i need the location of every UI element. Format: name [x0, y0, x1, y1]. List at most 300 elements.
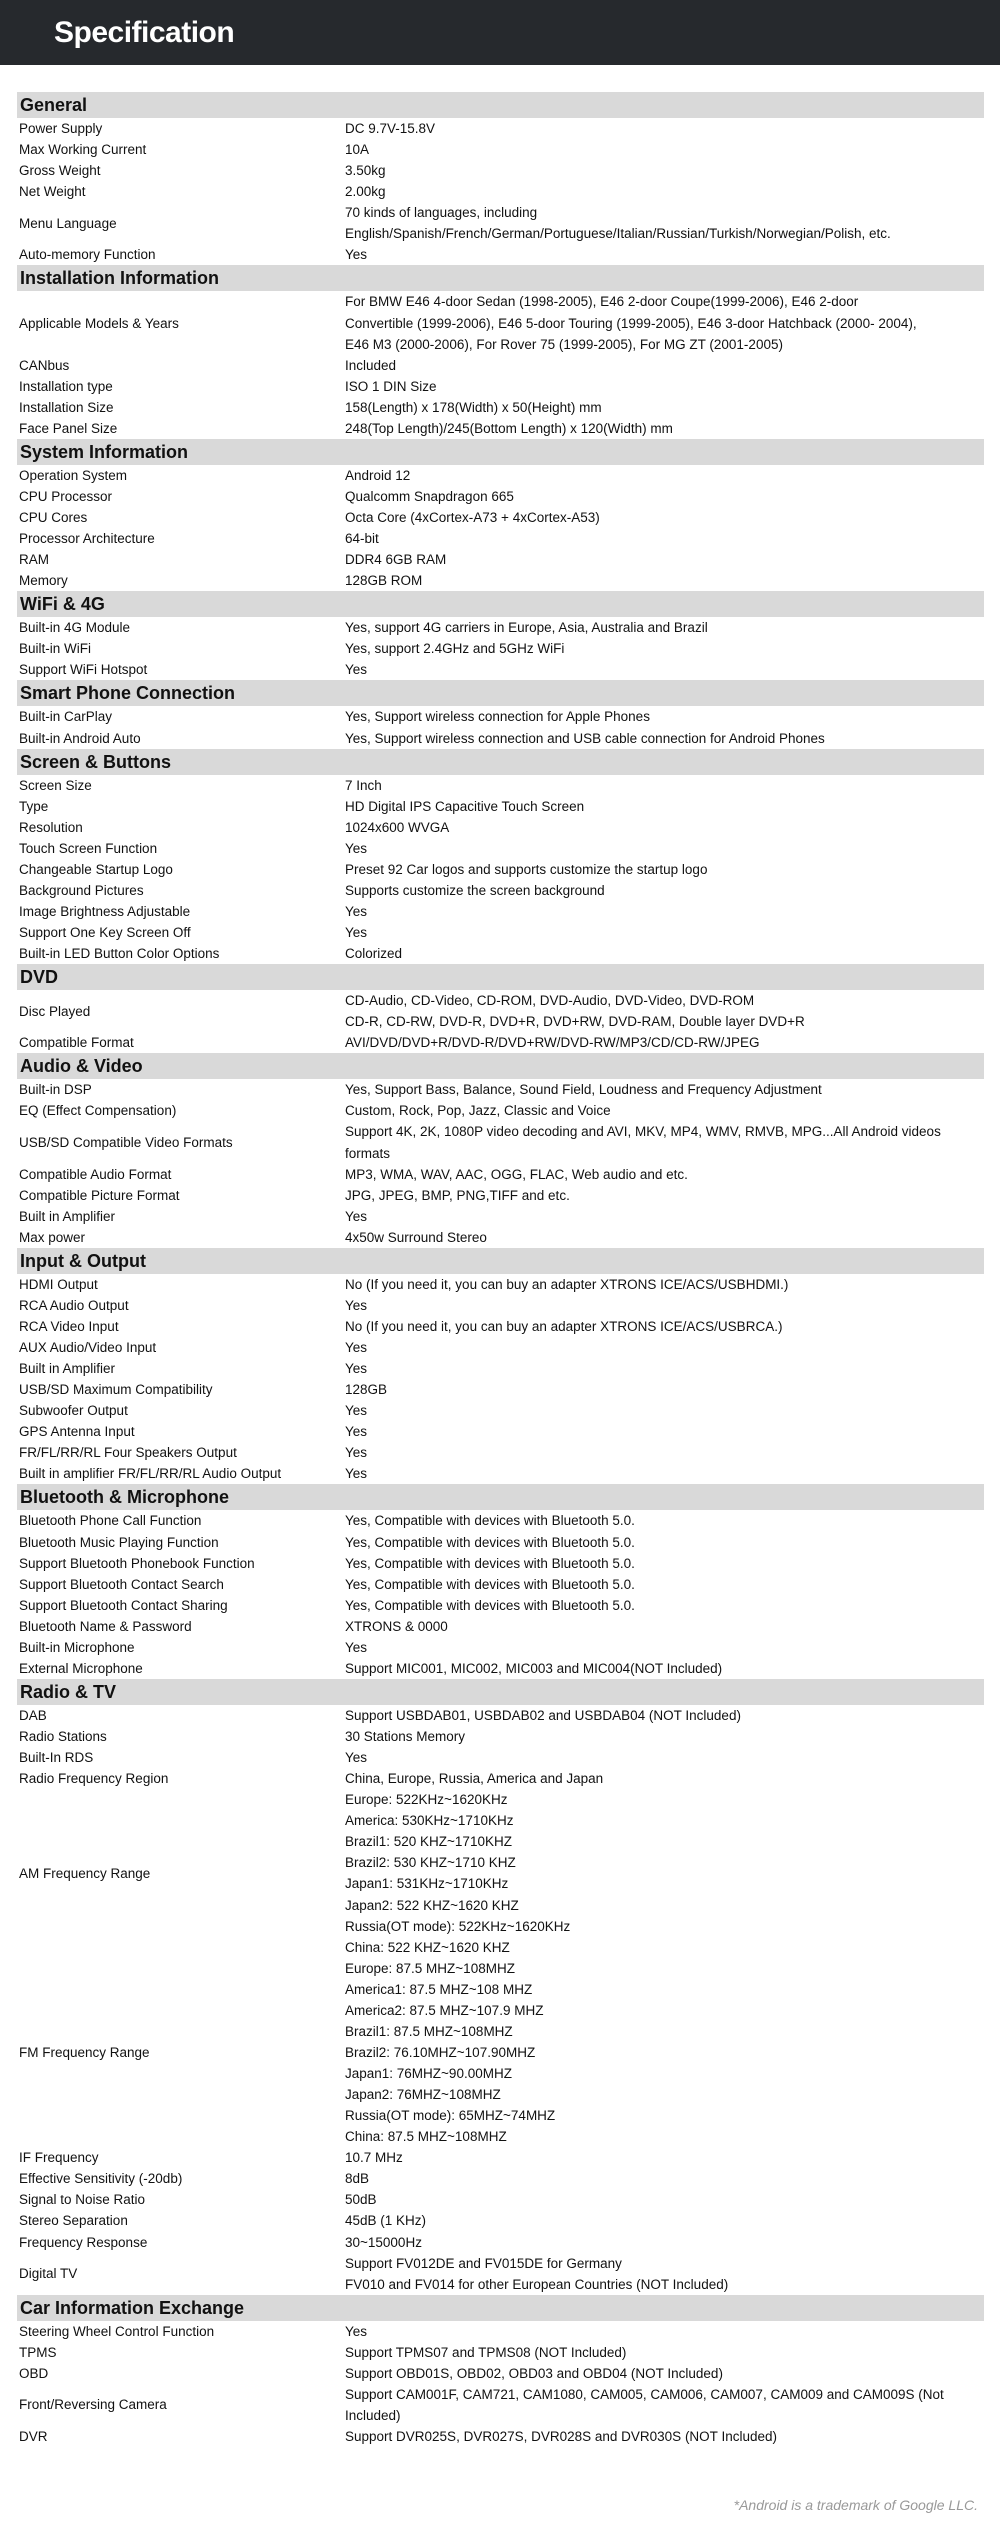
spec-row	[17, 728, 984, 749]
spec-row	[17, 2342, 984, 2363]
spec-row	[17, 1553, 984, 1574]
spec-row	[17, 817, 984, 838]
spec-label: Processor Architecture	[19, 531, 155, 547]
spec-value-line: ISO 1 DIN Size	[345, 378, 437, 394]
spec-value-line: Brazil2: 530 KHZ~1710 KHZ	[345, 1855, 516, 1871]
spec-value-line: Brazil2: 76.10MHZ~107.90MHZ	[345, 2044, 536, 2060]
spec-label: Radio Stations	[19, 1729, 107, 1744]
spec-value-line: Yes	[345, 1639, 368, 1655]
spec-row	[17, 376, 984, 397]
spec-row	[17, 1574, 984, 1595]
spec-row	[17, 1100, 984, 1121]
spec-row	[17, 202, 984, 244]
section-radio-tv	[17, 1679, 984, 2295]
spec-value-line: Yes, Support Bass, Balance, Sound Field, Loudness and Frequency Adjustment	[345, 1082, 822, 1098]
spec-label: Steering Wheel Control Function	[19, 2323, 215, 2339]
spec-label: Built-In RDS	[19, 1750, 94, 1766]
spec-label: CPU Processor	[19, 488, 113, 504]
spec-row	[17, 901, 984, 922]
spec-row	[17, 1747, 984, 1768]
spec-value-line: Support USBDAB01, USBDAB02 and USBDAB04 (NOT Included)	[345, 1707, 741, 1723]
spec-value	[345, 160, 984, 181]
spec-row	[17, 1032, 984, 1053]
spec-row	[17, 1789, 984, 1958]
spec-value-line: JPG, JPEG, BMP, PNG,TIFF and etc.	[345, 1187, 570, 1203]
spec-value-line: Yes, Support wireless connection and USB cable connection for Android Phones	[345, 730, 825, 746]
spec-value-line: Japan1: 76MHZ~90.00MHZ	[345, 2066, 512, 2081]
spec-label: Frequency Response	[19, 2234, 148, 2250]
spec-label: Signal to Noise Ratio	[19, 2192, 146, 2208]
spec-row	[17, 1705, 984, 1726]
section-title: Radio & TV	[17, 1679, 984, 1705]
spec-value-line: 3.50kg	[345, 163, 386, 179]
spec-value-line: Europe: 522KHz~1620KHz	[345, 1792, 508, 1808]
spec-label: Compatible Picture Format	[19, 1187, 180, 1203]
spec-value-line: Yes	[345, 1750, 368, 1766]
spec-row	[17, 1637, 984, 1658]
spec-value-line: DDR4 6GB RAM	[345, 552, 447, 568]
section-dvd	[17, 964, 984, 1053]
spec-value	[345, 901, 984, 922]
spec-value	[345, 1574, 984, 1595]
section-title: Bluetooth & Microphone	[17, 1484, 984, 1510]
spec-label: Applicable Models & Years	[19, 315, 179, 331]
spec-value-line: No (If you need it, you can buy an adapter XTRONS ICE/ACS/USBRCA.)	[345, 1318, 783, 1334]
spec-value-line: Brazil1: 520 KHZ~1710KHZ	[345, 1834, 512, 1850]
spec-value	[345, 2363, 984, 2384]
spec-value-line: Custom, Rock, Pop, Jazz, Classic and Voice	[345, 1103, 611, 1119]
spec-row	[17, 638, 984, 659]
spec-value-line: Yes	[345, 1424, 368, 1440]
spec-value-line: Yes, Compatible with devices with Bluetooth 5.0.	[345, 1597, 635, 1613]
spec-label: Compatible Format	[19, 1035, 134, 1051]
spec-value-line: Support OBD01S, OBD02, OBD03 and OBD04 (NOT Included)	[345, 2365, 723, 2381]
spec-value	[345, 796, 984, 817]
section-system-information	[17, 439, 984, 591]
spec-value-line: Convertible (1999-2006), E46 5-door Touring (1999-2005), E46 3-door Hatchback (2000- 2004),	[345, 315, 917, 331]
spec-value	[345, 291, 984, 354]
spec-value	[345, 1463, 984, 1484]
spec-row	[17, 2363, 984, 2384]
spec-value	[345, 1079, 984, 1100]
spec-value	[345, 397, 984, 418]
spec-label: Max power	[19, 1229, 86, 1245]
spec-row	[17, 570, 984, 591]
section-title: System Information	[17, 439, 984, 465]
spec-value-line: 30~15000Hz	[345, 2234, 422, 2250]
spec-value-line: Yes, Compatible with devices with Bluetooth 5.0.	[345, 1576, 635, 1592]
spec-value	[345, 528, 984, 549]
spec-value-line: Yes	[345, 903, 368, 919]
spec-row	[17, 1164, 984, 1185]
spec-label: DAB	[19, 1707, 47, 1723]
spec-row	[17, 859, 984, 880]
spec-value	[345, 418, 984, 439]
spec-value	[345, 1032, 984, 1053]
spec-row	[17, 1295, 984, 1316]
spec-label: USB/SD Maximum Compatibility	[19, 1382, 213, 1398]
spec-value-line: 64-bit	[345, 531, 379, 547]
spec-label: Radio Frequency Region	[19, 1771, 169, 1787]
spec-value	[345, 1295, 984, 1316]
spec-value-line: HD Digital IPS Capacitive Touch Screen	[345, 798, 585, 814]
spec-label: Face Panel Size	[19, 420, 118, 436]
spec-row	[17, 1442, 984, 1463]
spec-label: Disc Played	[19, 1003, 91, 1019]
spec-value-line: Support DVR025S, DVR027S, DVR028S and DVR030S (NOT Included)	[345, 2429, 777, 2444]
spec-value-line: 2.00kg	[345, 184, 386, 200]
spec-value-line: China: 522 KHZ~1620 KHZ	[345, 1939, 510, 1955]
spec-value	[345, 549, 984, 570]
spec-row	[17, 507, 984, 528]
section-title: Car Information Exchange	[17, 2295, 984, 2321]
spec-value-line: 10A	[345, 142, 370, 158]
spec-value	[345, 2210, 984, 2231]
spec-value-line: 4x50w Surround Stereo	[345, 1229, 487, 1245]
spec-label: Built-in Microphone	[19, 1639, 135, 1655]
spec-row	[17, 922, 984, 943]
spec-value	[345, 1400, 984, 1421]
spec-label: Support Bluetooth Contact Sharing	[19, 1597, 228, 1613]
spec-value	[345, 838, 984, 859]
spec-row	[17, 355, 984, 376]
spec-row	[17, 118, 984, 139]
spec-row	[17, 1206, 984, 1227]
spec-row	[17, 528, 984, 549]
spec-value	[345, 1206, 984, 1227]
spec-value	[345, 118, 984, 139]
spec-value-line: 70 kinds of languages, including	[345, 205, 538, 221]
spec-row	[17, 181, 984, 202]
spec-label: Installation type	[19, 378, 113, 394]
spec-label: Built-in LED Button Color Options	[19, 946, 220, 962]
spec-label: Resolution	[19, 819, 83, 835]
spec-label: Support One Key Screen Off	[19, 925, 191, 940]
spec-value-line: Yes, support 4G carriers in Europe, Asia, Australia and Brazil	[345, 620, 708, 636]
spec-value-line: Android 12	[345, 467, 411, 483]
spec-row	[17, 1185, 984, 1206]
spec-label: AUX Audio/Video Input	[19, 1340, 157, 1355]
spec-value	[345, 728, 984, 749]
spec-value-line: CD-R, CD-RW, DVD-R, DVD+R, DVD+RW, DVD-RAM, Double layer DVD+R	[345, 1014, 805, 1030]
section-title: Screen & Buttons	[17, 749, 984, 775]
spec-value	[345, 1768, 984, 1789]
spec-value	[345, 1553, 984, 1574]
spec-label: Bluetooth Name & Password	[19, 1618, 192, 1634]
spec-row	[17, 1616, 984, 1637]
spec-label: OBD	[19, 2365, 49, 2381]
spec-value-line: 158(Length) x 178(Width) x 50(Height) mm	[345, 399, 602, 415]
spec-value-line: 10.7 MHz	[345, 2150, 403, 2166]
section-general	[17, 92, 984, 265]
spec-value-line: Japan2: 522 KHZ~1620 KHZ	[345, 1897, 519, 1913]
spec-value-line: English/Spanish/French/German/Portuguese/Italian/Russian/Turkish/Norwegian/Polish, etc.	[345, 226, 891, 242]
spec-value-line: America2: 87.5 MHZ~107.9 MHZ	[345, 2002, 544, 2018]
spec-label: Image Brightness Adjustable	[19, 903, 191, 919]
spec-label: DVR	[19, 2429, 48, 2444]
spec-label: Auto-memory Function	[19, 247, 156, 263]
spec-row	[17, 1379, 984, 1400]
spec-value-line: FV010 and FV014 for other European Countries (NOT Included)	[345, 2276, 729, 2292]
spec-row	[17, 943, 984, 964]
spec-value	[345, 1789, 984, 1958]
spec-value	[345, 507, 984, 528]
spec-value	[345, 817, 984, 838]
spec-row	[17, 2253, 984, 2295]
spec-row	[17, 990, 984, 1032]
spec-row	[17, 160, 984, 181]
spec-value	[345, 1185, 984, 1206]
spec-row	[17, 418, 984, 439]
spec-row	[17, 291, 984, 354]
spec-value-line: Brazil1: 87.5 MHZ~108MHZ	[345, 2023, 513, 2039]
section-bluetooth-microphone	[17, 1484, 984, 1679]
spec-label: Operation System	[19, 467, 128, 483]
spec-value-line: 8dB	[345, 2171, 370, 2187]
spec-label: Screen Size	[19, 777, 92, 793]
spec-value	[345, 1747, 984, 1768]
spec-value	[345, 2147, 984, 2168]
spec-value	[345, 2384, 984, 2426]
spec-value	[345, 617, 984, 638]
spec-row	[17, 1958, 984, 2148]
section-screen-buttons	[17, 749, 984, 965]
spec-value-line: 50dB	[345, 2192, 377, 2208]
spec-value-line: Colorized	[345, 946, 403, 962]
spec-label: RCA Audio Output	[19, 1297, 129, 1313]
spec-value	[345, 181, 984, 202]
spec-value	[345, 1227, 984, 1248]
spec-value-line: XTRONS & 0000	[345, 1618, 448, 1634]
spec-value-line: Support MIC001, MIC002, MIC003 and MIC004(NOT Included)	[345, 1660, 723, 1676]
spec-label: FR/FL/RR/RL Four Speakers Output	[19, 1445, 237, 1461]
spec-label: Menu Language	[19, 215, 117, 231]
spec-label: Power Supply	[19, 121, 103, 136]
spec-row	[17, 1658, 984, 1679]
spec-label: CPU Cores	[19, 510, 88, 525]
spec-row	[17, 838, 984, 859]
spec-row	[17, 2189, 984, 2210]
spec-value	[345, 1595, 984, 1616]
spec-label: Touch Screen Function	[19, 840, 158, 856]
spec-value-line: Supports customize the screen background	[345, 882, 605, 898]
spec-row	[17, 1463, 984, 1484]
spec-value	[345, 2168, 984, 2189]
spec-label: TPMS	[19, 2344, 57, 2360]
spec-value-line: Yes	[345, 2323, 368, 2339]
spec-value-line: formats	[345, 1145, 391, 1161]
spec-value	[345, 1337, 984, 1358]
spec-label: Built in Amplifier	[19, 1208, 116, 1224]
spec-label: Built in amplifier FR/FL/RR/RL Audio Output	[19, 1466, 282, 1482]
spec-label: AM Frequency Range	[19, 1865, 151, 1881]
spec-row	[17, 880, 984, 901]
spec-value-line: Included	[345, 357, 397, 373]
spec-value	[345, 1100, 984, 1121]
spec-label: EQ (Effect Compensation)	[19, 1103, 177, 1119]
spec-label: GPS Antenna Input	[19, 1424, 135, 1440]
spec-value-line: Yes	[345, 247, 368, 263]
spec-value-line: MP3, WMA, WAV, AAC, OGG, FLAC, Web audio and etc.	[345, 1166, 688, 1182]
spec-value-line: Russia(OT mode): 65MHZ~74MHZ	[345, 2108, 556, 2124]
spec-value	[345, 880, 984, 901]
spec-value	[345, 376, 984, 397]
spec-label: Memory	[19, 573, 68, 589]
spec-value	[345, 1121, 984, 1163]
spec-label: Support Bluetooth Phonebook Function	[19, 1555, 255, 1571]
spec-value-line: No (If you need it, you can buy an adapter XTRONS ICE/ACS/USBHDMI.)	[345, 1276, 789, 1292]
spec-label: Built-in Android Auto	[19, 730, 141, 746]
spec-label: Bluetooth Music Playing Function	[19, 1534, 219, 1550]
spec-value	[345, 1532, 984, 1553]
spec-row	[17, 1358, 984, 1379]
spec-value-line: Included)	[345, 2407, 401, 2423]
spec-value	[345, 1705, 984, 1726]
spec-row	[17, 486, 984, 507]
spec-row	[17, 617, 984, 638]
spec-label: RAM	[19, 552, 49, 568]
section-title: DVD	[17, 964, 984, 990]
spec-label: Front/Reversing Camera	[19, 2397, 167, 2413]
spec-value-line: 45dB (1 KHz)	[345, 2213, 427, 2229]
section-title: Audio & Video	[17, 1053, 984, 1079]
spec-value-line: Yes	[345, 1297, 368, 1313]
spec-row	[17, 1726, 984, 1747]
section-title: Input & Output	[17, 1248, 984, 1274]
spec-value	[345, 638, 984, 659]
spec-value-line: China, Europe, Russia, America and Japan	[345, 1771, 604, 1787]
spec-value-line: Yes, support 2.4GHz and 5GHz WiFi	[345, 641, 565, 657]
section-wifi-4g	[17, 591, 984, 680]
spec-row	[17, 2384, 984, 2426]
specification-table	[17, 92, 984, 2447]
spec-row	[17, 1079, 984, 1100]
spec-label: Bluetooth Phone Call Function	[19, 1513, 202, 1529]
spec-value	[345, 2189, 984, 2210]
spec-row	[17, 1274, 984, 1295]
spec-value-line: Support FV012DE and FV015DE for Germany	[345, 2255, 622, 2271]
spec-value-line: E46 M3 (2000-2006), For Rover 75 (1999-2005), For MG ZT (2001-2005)	[345, 336, 783, 352]
spec-value-line: 248(Top Length)/245(Bottom Length) x 120(Width) mm	[345, 420, 673, 436]
section-car-information-exchange	[17, 2295, 984, 2447]
spec-value-line: AVI/DVD/DVD+R/DVD-R/DVD+RW/DVD-RW/MP3/CD/CD-RW/JPEG	[345, 1035, 760, 1051]
spec-row	[17, 796, 984, 817]
spec-label: Subwoofer Output	[19, 1403, 128, 1419]
spec-value	[345, 1358, 984, 1379]
spec-value-line: Yes	[345, 1403, 368, 1419]
spec-value	[345, 1316, 984, 1337]
spec-value	[345, 1274, 984, 1295]
spec-value	[345, 2426, 984, 2447]
spec-value	[345, 1616, 984, 1637]
spec-value-line: Yes, Support wireless connection for Apple Phones	[345, 709, 650, 725]
spec-value-line: Support CAM001F, CAM721, CAM1080, CAM005, CAM006, CAM007, CAM009 and CAM009S (Not	[345, 2386, 944, 2402]
spec-value-line: America1: 87.5 MHZ~108 MHZ	[345, 1981, 533, 1997]
spec-row	[17, 1595, 984, 1616]
section-input-output	[17, 1248, 984, 1485]
spec-label: Stereo Separation	[19, 2213, 128, 2229]
spec-value	[345, 2253, 984, 2295]
section-smart-phone-connection	[17, 680, 984, 748]
spec-value-line: 7 Inch	[345, 777, 382, 793]
spec-value	[345, 2321, 984, 2342]
spec-row	[17, 2232, 984, 2253]
spec-value	[345, 355, 984, 376]
spec-value	[345, 943, 984, 964]
spec-value-line: CD-Audio, CD-Video, CD-ROM, DVD-Audio, DVD-Video, DVD-ROM	[345, 993, 755, 1009]
spec-row	[17, 549, 984, 570]
spec-value	[345, 1164, 984, 1185]
spec-row	[17, 139, 984, 160]
section-title: Installation Information	[17, 265, 984, 291]
spec-row	[17, 1316, 984, 1337]
spec-value	[345, 1726, 984, 1747]
spec-label: Built-in DSP	[19, 1082, 92, 1098]
spec-label: USB/SD Compatible Video Formats	[19, 1134, 233, 1150]
spec-label: Gross Weight	[19, 163, 101, 179]
spec-row	[17, 465, 984, 486]
spec-label: Built-in 4G Module	[19, 620, 131, 636]
spec-value-line: Yes, Compatible with devices with Bluetooth 5.0.	[345, 1555, 635, 1571]
spec-label: Background Pictures	[19, 882, 144, 898]
page-title: Specification	[54, 15, 235, 49]
spec-value-line: Preset 92 Car logos and supports customize the startup logo	[345, 861, 708, 877]
spec-value	[345, 2342, 984, 2363]
spec-label: RCA Video Input	[19, 1318, 119, 1334]
spec-value-line: Support 4K, 2K, 1080P video decoding and AVI, MKV, MP4, WMV, RMVB, MPG...All Android videos	[345, 1124, 941, 1140]
spec-value-line: Yes	[345, 1445, 368, 1461]
spec-row	[17, 1421, 984, 1442]
spec-value-line: Yes	[345, 662, 368, 678]
spec-label: FM Frequency Range	[19, 2044, 150, 2060]
spec-value-line: Yes	[345, 1208, 368, 1224]
spec-row	[17, 1768, 984, 1789]
spec-row	[17, 1532, 984, 1553]
spec-value-line: Yes	[345, 1466, 368, 1482]
spec-value-line: Yes	[345, 1340, 368, 1355]
spec-row	[17, 2321, 984, 2342]
spec-row	[17, 1227, 984, 1248]
spec-value-line: Russia(OT mode): 522KHz~1620KHz	[345, 1918, 571, 1934]
spec-value-line: Yes, Compatible with devices with Bluetooth 5.0.	[345, 1534, 635, 1550]
spec-label: Compatible Audio Format	[19, 1166, 172, 1182]
spec-value	[345, 990, 984, 1032]
spec-label: Built-in WiFi	[19, 641, 92, 657]
spec-label: Effective Sensitivity (-20db)	[19, 2171, 183, 2187]
section-title: General	[17, 92, 984, 118]
spec-row	[17, 775, 984, 796]
spec-value	[345, 659, 984, 680]
spec-label: Support Bluetooth Contact Search	[19, 1576, 224, 1592]
spec-value-line: 30 Stations Memory	[345, 1729, 466, 1744]
spec-value	[345, 139, 984, 160]
spec-row	[17, 1337, 984, 1358]
spec-row	[17, 397, 984, 418]
spec-value	[345, 859, 984, 880]
spec-value-line: Yes	[345, 840, 368, 856]
spec-label: Built-in CarPlay	[19, 709, 113, 725]
spec-label: Digital TV	[19, 2266, 78, 2282]
spec-value	[345, 1958, 984, 2148]
spec-value	[345, 1637, 984, 1658]
spec-value-line: For BMW E46 4-door Sedan (1998-2005), E46 2-door Coupe(1999-2006), E46 2-door	[345, 294, 859, 310]
spec-label: CANbus	[19, 357, 70, 373]
spec-label: Net Weight	[19, 184, 86, 200]
spec-row	[17, 244, 984, 265]
spec-value	[345, 1421, 984, 1442]
spec-value-line: 128GB ROM	[345, 573, 423, 589]
spec-value	[345, 1442, 984, 1463]
